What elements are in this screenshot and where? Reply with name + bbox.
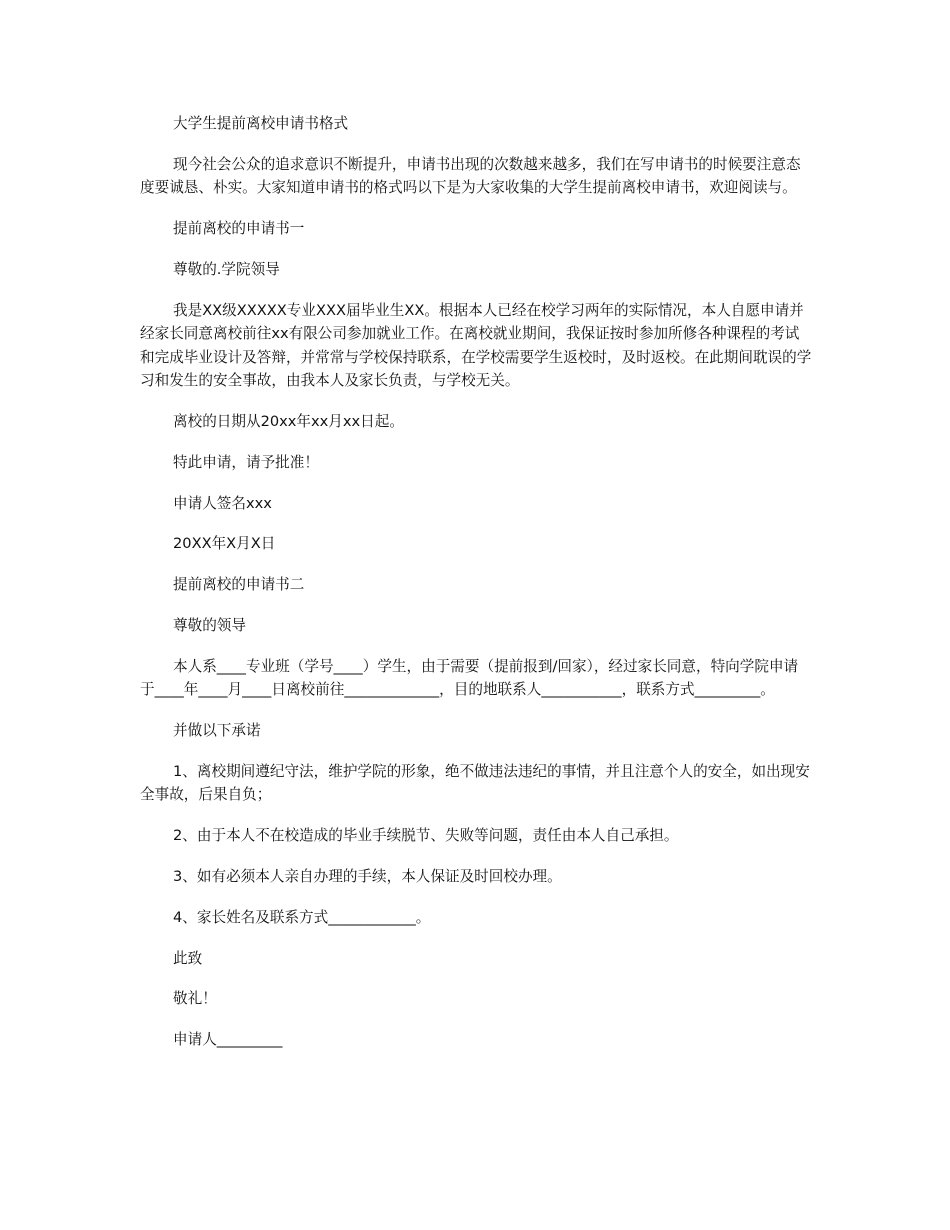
letter2-body: 本人系____专业班（学号____）学生，由于需要（提前报到/回家），经过家长同意，特向学院申请于____年____月____日离校前往_____________，目的地联系人___________，联系方式_________。 <box>140 657 799 699</box>
closing-line-1: 此致 <box>173 949 203 967</box>
letter2-heading: 提前离校的申请书二 <box>173 576 305 594</box>
letter1-date: 20XX年X月X日 <box>173 535 276 553</box>
letter1-heading: 提前离校的申请书一 <box>173 220 305 238</box>
letter2-signature: 申请人_________ <box>173 1031 283 1049</box>
intro-paragraph: 现今社会公众的追求意识不断提升，申请书出现的次数越来越多，我们在写申请书的时候要注意态度要诚恳、朴实。大家知道申请书的格式吗以下是为大家收集的大学生提前离校申请书，欢迎阅读与。 <box>140 155 801 197</box>
commitment-item: 3、如有必须本人亲自办理的手续，本人保证及时回校办理。 <box>173 867 562 885</box>
letter1-body: 我是XX级XXXXX专业XXX届毕业生XX。根据本人已经在校学习两年的实际情况，本人自愿申请并经家长同意离校前往xx有限公司参加就业工作。在离校就业期间，我保证按时参加所修各种课程的考试和完成毕业设计及答辩，并常常与学校保持联系，在学校需要学生返校时，及时返校。在此期间耽误的学习和发生的安全事故，由我本人及家长负责，与学校无关。 <box>140 301 812 390</box>
letter2-salutation: 尊敬的领导 <box>173 616 246 634</box>
commitment-item: 1、离校期间遵纪守法，维护学院的形象，绝不做违法违纪的事情，并且注意个人的安全，如出现安全事故，后果自负； <box>140 762 810 804</box>
letter1-date-line: 离校的日期从20xx年xx月xx日起。 <box>173 412 404 430</box>
letter1-request: 特此申请，请予批准！ <box>173 453 319 471</box>
document-title: 大学生提前离校申请书格式 <box>173 115 349 132</box>
letter1-salutation: 尊敬的.学院领导 <box>173 260 280 278</box>
letter2-commit-intro: 并做以下承诺 <box>173 722 261 740</box>
document-body <box>140 112 812 1069</box>
letter1-signature: 申请人签名xxx <box>173 494 272 512</box>
closing-line-2: 敬礼！ <box>173 990 217 1008</box>
commitment-item: 4、家长姓名及联系方式____________。 <box>173 908 431 926</box>
commitment-item: 2、由于本人不在校造成的毕业手续脱节、失败等问题，责任由本人自己承担。 <box>173 827 679 845</box>
